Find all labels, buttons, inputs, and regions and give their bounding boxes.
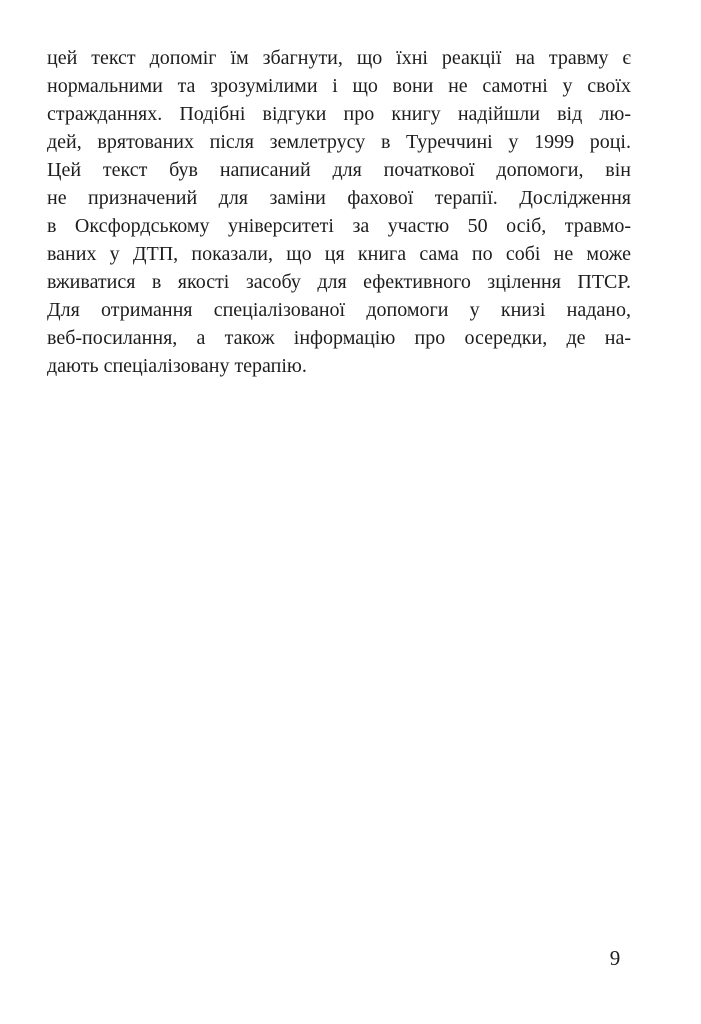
text-line: ваних у ДТП, показали, що ця книга сама по собі не може	[47, 243, 631, 265]
text-line: дей, врятованих після землетрусу в Туреччині у 1999 році.	[47, 131, 631, 153]
text-line: цей текст допоміг їм збагнути, що їхні реакції на травму є	[47, 47, 631, 69]
text-line: Для отримання спеціалізованої допомоги у книзі надано,	[47, 299, 631, 321]
text-line: не призначений для заміни фахової терапії. Дослідження	[47, 187, 631, 209]
text-line: веб-посилання, а також інформацію про осередки, де на-	[47, 327, 631, 349]
text-line: вживатися в якості засобу для ефективного зцілення ПТСР.	[47, 271, 631, 293]
text-line: дають спеціалізовану терапію.	[47, 355, 307, 377]
text-line: в Оксфордському університеті за участю 50 осіб, травмо-	[47, 215, 631, 237]
text-line: стражданнях. Подібні відгуки про книгу надійшли від лю-	[47, 103, 631, 125]
text-line: нормальними та зрозумілими і що вони не самотні у своїх	[47, 75, 631, 97]
page-number: 9	[609, 946, 621, 970]
paragraph-block	[47, 44, 631, 380]
text-line: Цей текст був написаний для початкової допомоги, він	[47, 159, 631, 181]
